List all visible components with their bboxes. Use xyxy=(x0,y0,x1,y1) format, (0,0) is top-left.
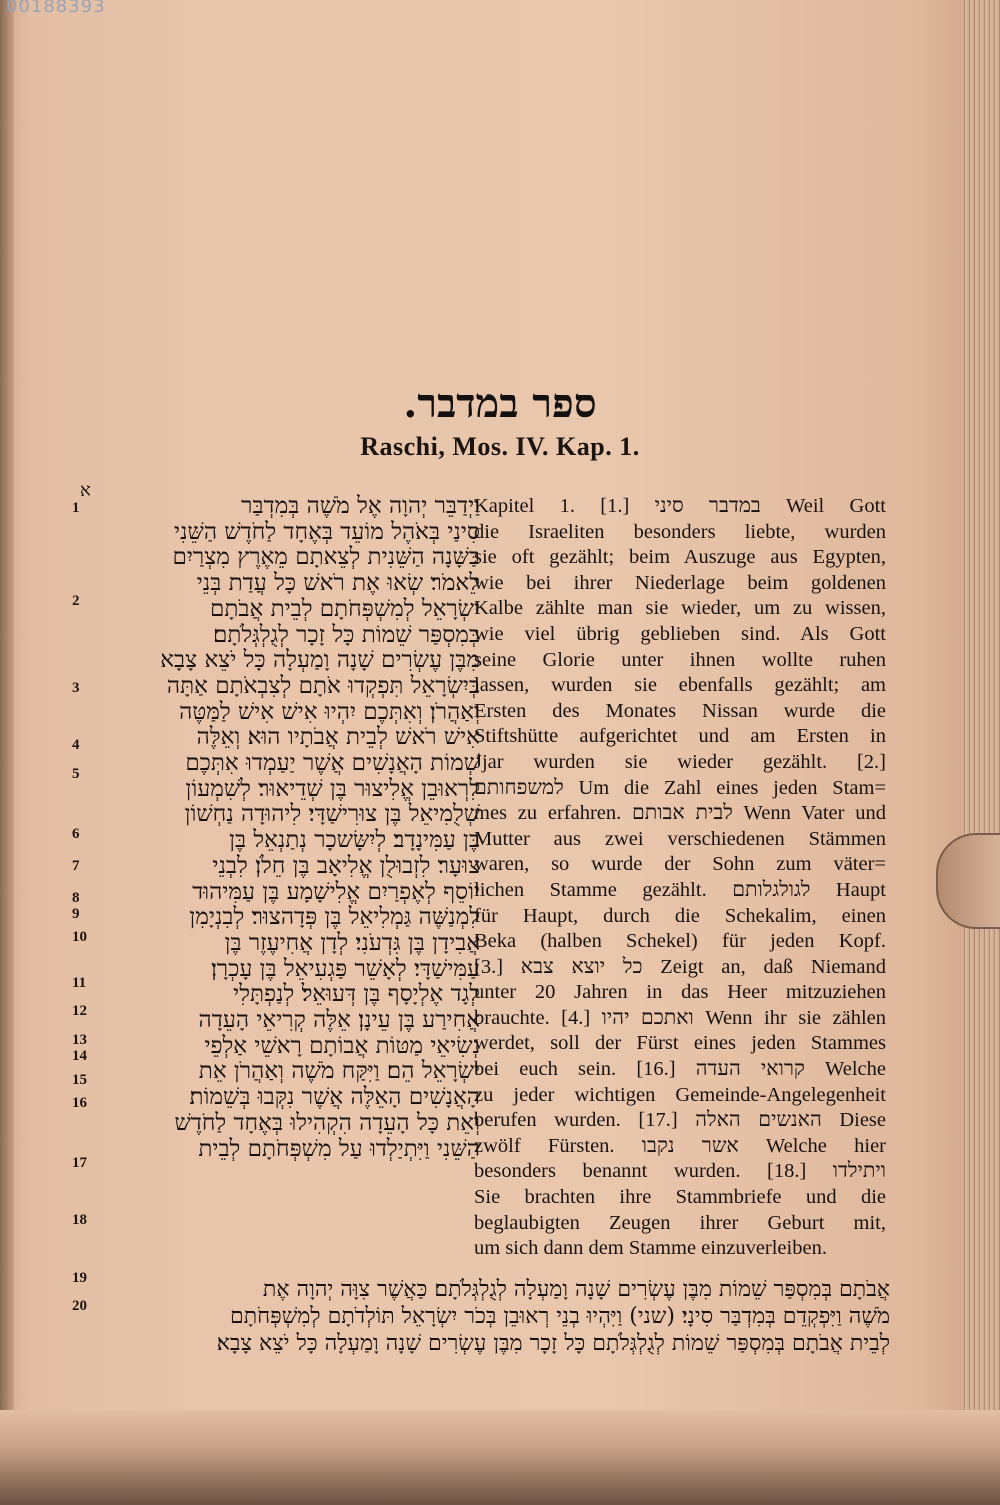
hebrew-line: אֲחִירַע בֶּן עֵינָן׃ אֵלֶּה קְרִיאֵי הָעֵדָה xyxy=(198,1008,480,1034)
verse-number: 2 xyxy=(72,593,80,609)
verse-number: 3 xyxy=(72,680,80,696)
german-line: sie oft gezählt; beim Auszuge aus Egypten, xyxy=(474,546,886,569)
verse-number: 12 xyxy=(72,1003,87,1019)
bookmark-tab xyxy=(936,833,1000,929)
german-line: bei euch sein. [16.] קרואי העדה Welche xyxy=(474,1058,886,1081)
verse-number: 15 xyxy=(72,1072,87,1088)
german-line: Kalbe zählte man sie wieder, um zu wissen, xyxy=(474,597,886,620)
german-line: [3.] כל יוצא צבא Zeigt an, daß Niemand xyxy=(474,955,886,978)
page-bottom-edge xyxy=(0,1410,1000,1505)
german-line: zwölf Fürsten. אשר נקבו Welche hier xyxy=(474,1134,886,1157)
verse-number: 8 xyxy=(72,890,80,906)
hebrew-bottom-text xyxy=(95,1276,890,1357)
hebrew-line: לְגָד אֶלְיָסָף בֶּן דְּעוּאֵל׃ לְנַפְתָּלִי xyxy=(233,982,480,1008)
hebrew-line: וְאַהֲרֹן׃ וְאִתְּכֶם יִהְיוּ אִישׁ אִישׁ לַמַּטֶּה xyxy=(179,699,480,725)
hebrew-text-column xyxy=(95,494,480,1162)
german-commentary-column xyxy=(474,494,886,1262)
german-line: unter 20 Jahren in das Heer mitzuziehen xyxy=(474,981,886,1004)
hebrew-line: יוֹסֵף לְאֶפְרַיִם אֱלִישָׁמָע בֶּן עַמִּיהוּד xyxy=(192,879,480,905)
hebrew-line: לִרְאוּבֵן אֱלִיצוּר בֶּן שְׁדֵיאוּר׃ לְשִׁמְעוֹן xyxy=(185,776,480,802)
german-line: berufen wurden. [17.] האנשים האלה Diese xyxy=(474,1109,886,1132)
german-line: um sich dann dem Stamme einzuverleiben. xyxy=(474,1237,827,1260)
verse-number: 9 xyxy=(72,906,80,922)
german-line: zu jeder wichtigen Gemeinde-Angelegenheit xyxy=(474,1083,886,1106)
german-line: Kapitel 1. [1.] במדבר סיני Weil Gott xyxy=(474,495,886,517)
german-line: Ersten des Monates Nissan wurde die xyxy=(474,699,886,722)
german-line: Sie brachten ihre Stammbriefe und die xyxy=(474,1186,886,1209)
hebrew-line: אֲבִידָן בֶּן גִּדְעֹנִי׃ לְדָן אֲחִיעֶזֶר בֶּן xyxy=(224,930,480,956)
page-gutter xyxy=(0,0,14,1505)
hebrew-line: יִשְׂרָאֵל לְמִשְׁפְּחֹתָם לְבֵית אֲבֹתָם xyxy=(210,596,480,622)
german-line: waren, so wurde der Sohn zum väter= xyxy=(474,853,886,876)
german-line: למשפחותם Um die Zahl eines jeden Stam= xyxy=(474,776,886,799)
verse-number: 10 xyxy=(72,929,87,945)
hebrew-line: נְשִׂיאֵי מַטּוֹת אֲבוֹתָם רָאשֵׁי אַלְפֵי xyxy=(204,1033,480,1059)
hebrew-line: הַשֵּׁנִי וַיִּתְיַלְדוּ עַל מִשְׁפְּחֹתָם לְבֵית xyxy=(198,1136,480,1162)
hebrew-line: יִשְׂרָאֵל הֵם׃ וַיִּקַּח מֹשֶׁה וְאַהֲרֹן אֵת xyxy=(198,1059,480,1085)
verse-number: 6 xyxy=(72,826,80,842)
german-line: Stiftshütte aufgerichtet und am Ersten in xyxy=(474,725,886,748)
chapter-letter: א xyxy=(80,480,91,501)
hebrew-line: בְּיִשְׂרָאֵל תִּפְקְדוּ אֹתָם לְצִבְאֹתָם אַתָּה xyxy=(166,673,480,699)
verse-number: 19 xyxy=(72,1270,87,1286)
hebrew-line: בֶּן עַמִּינָדָב׃ לְיִשָּׂשכָר נְתַנְאֵל בֶּן xyxy=(229,828,480,854)
verse-number: 7 xyxy=(72,858,80,874)
hebrew-line: בַּשָּׁנָה הַשֵּׁנִית לְצֵאתָם מֵאֶרֶץ מִצְרַיִם xyxy=(172,545,480,571)
verse-number: 11 xyxy=(72,975,87,991)
hebrew-line: לְבֵית אֲבֹתָם בְּמִסְפַּר שֵׁמוֹת לְגֻלְגְּלֹתָם כָּל זָכָר מִבֶּן עֶשְׂרִים שָׁנָה וָמַעְלָה כָּל יֹצֵא צָבָא׃ xyxy=(216,1331,890,1356)
hebrew-line: וַיְדַבֵּר יְהוָה אֶל מֹשֶׁה בְּמִדְבַּר xyxy=(241,494,480,519)
german-line: mes zu erfahren. לבית אבותם Wenn Vater und xyxy=(474,802,886,825)
german-line: beglaubigten Zeugen ihrer Geburt mit, xyxy=(474,1211,886,1234)
german-line: Jjar wurden sie wieder gezählt. [2.] xyxy=(474,750,886,773)
hebrew-line: אִישׁ רֹאשׁ לְבֵית אֲבֹתָיו הוּא׃ וְאֵלֶּה xyxy=(196,725,480,751)
german-line: werdet, soll der Fürst eines jeden Stammes xyxy=(474,1032,886,1055)
hebrew-line: סִינַי בְּאֹהֶל מוֹעֵד בְּאֶחָד לַחֹדֶשׁ הַשֵּׁנִי xyxy=(174,519,480,545)
verse-number: 4 xyxy=(72,737,80,753)
german-line: Beka (halben Schekel) für jeden Kopf. xyxy=(474,930,886,953)
verse-number: 18 xyxy=(72,1212,87,1228)
hebrew-line: בְּמִסְפַּר שֵׁמוֹת כָּל זָכָר לְגֻלְגְּלֹתָם׃ xyxy=(212,622,480,648)
hebrew-line: מֹשֶׁה וַיִּפְקְדֵם בְּמִדְבַּר סִינָי׃ (שני) וַיִּהְיוּ בְנֵי רְאוּבֵן בְּכֹר יִשְׂרָאֵל תּוֹלְדֹתָם לְמִשְׁפְּחֹתָם xyxy=(230,1304,890,1329)
german-line: lichen Stamme gezählt. לגולגלותם Haupt xyxy=(474,878,886,901)
page-fore-edge xyxy=(962,0,1000,1505)
verse-number: 13 xyxy=(72,1032,87,1048)
hebrew-line: וְאֵת כָּל הָעֵדָה הִקְהִילוּ בְּאֶחָד לַחֹדֶשׁ xyxy=(174,1110,480,1136)
german-line: wie bei ihrer Niederlage beim goldenen xyxy=(474,571,886,594)
german-line: brauchte. [4.] ואתכם יהיו Wenn ihr sie zählen xyxy=(474,1006,886,1029)
german-line: wie viel übrig geblieben sind. Als Gott xyxy=(474,622,886,645)
hebrew-line: עַמִּישַׁדָּי׃ לְאָשֵׁר פַּגְעִיאֵל בֶּן עָכְרָן׃ xyxy=(210,956,480,982)
verse-number: 20 xyxy=(72,1298,87,1314)
verse-number: 5 xyxy=(72,766,80,782)
verse-number: 16 xyxy=(72,1095,87,1111)
hebrew-line: שְׁמוֹת הָאֲנָשִׁים אֲשֶׁר יַעַמְדוּ אִתְּכֶם xyxy=(185,751,480,777)
verse-number: 1 xyxy=(72,500,80,516)
german-line: die Israeliten besonders liebte, wurden xyxy=(474,520,886,543)
hebrew-book-title: ספר במדבר. xyxy=(403,380,597,427)
german-line: lassen, wurden sie ebenfalls gezählt; am xyxy=(474,674,886,697)
verse-number: 17 xyxy=(72,1155,87,1171)
german-line: Mutter aus zwei verschiedenen Stämmen xyxy=(474,827,886,850)
hebrew-line: שְׁלֻמִיאֵל בֶּן צוּרִישַׁדָּי׃ לִיהוּדָה נַחְשׁוֹן xyxy=(184,802,480,828)
german-line: für Haupt, durch die Schekalim, einen xyxy=(474,904,886,927)
hebrew-line: מִבֶּן עֶשְׂרִים שָׁנָה וָמַעְלָה כָּל יֹצֵא צָבָא xyxy=(160,648,480,674)
verse-number: 14 xyxy=(72,1048,87,1064)
hebrew-line: לֵאמֹר׃ שְׂאוּ אֶת רֹאשׁ כָּל עֲדַת בְּנֵי xyxy=(196,571,480,597)
page-subtitle: Raschi, Mos. IV. Kap. 1. xyxy=(360,432,640,461)
hebrew-line: לִמְנַשֶּׁה גַּמְלִיאֵל בֶּן פְּדָהצוּר׃ לְבִנְיָמִן xyxy=(189,905,480,931)
hebrew-line: אֲבֹתָם בְּמִסְפַּר שֵׁמוֹת מִבֶּן עֶשְׂרִים שָׁנָה וָמַעְלָה לְגֻלְגְּלֹתָם׃ כַּאֲשֶׁר צִוָּה יְהוָה אֶת xyxy=(262,1277,890,1302)
german-line: besonders benannt wurden. [18.] ויתילדו xyxy=(474,1160,886,1183)
hebrew-line: הָאֲנָשִׁים הָאֵלֶּה אֲשֶׁר נִקְּבוּ בְּשֵׁמוֹת׃ xyxy=(189,1085,480,1111)
hebrew-line: צוּעָר׃ לִזְבוּלֻן אֱלִיאָב בֶּן חֵלֹן׃ לִבְנֵי xyxy=(212,853,480,879)
page-id-label: 00188393 xyxy=(6,0,106,17)
german-line: seine Glorie unter ihnen wollte ruhen xyxy=(474,648,886,671)
